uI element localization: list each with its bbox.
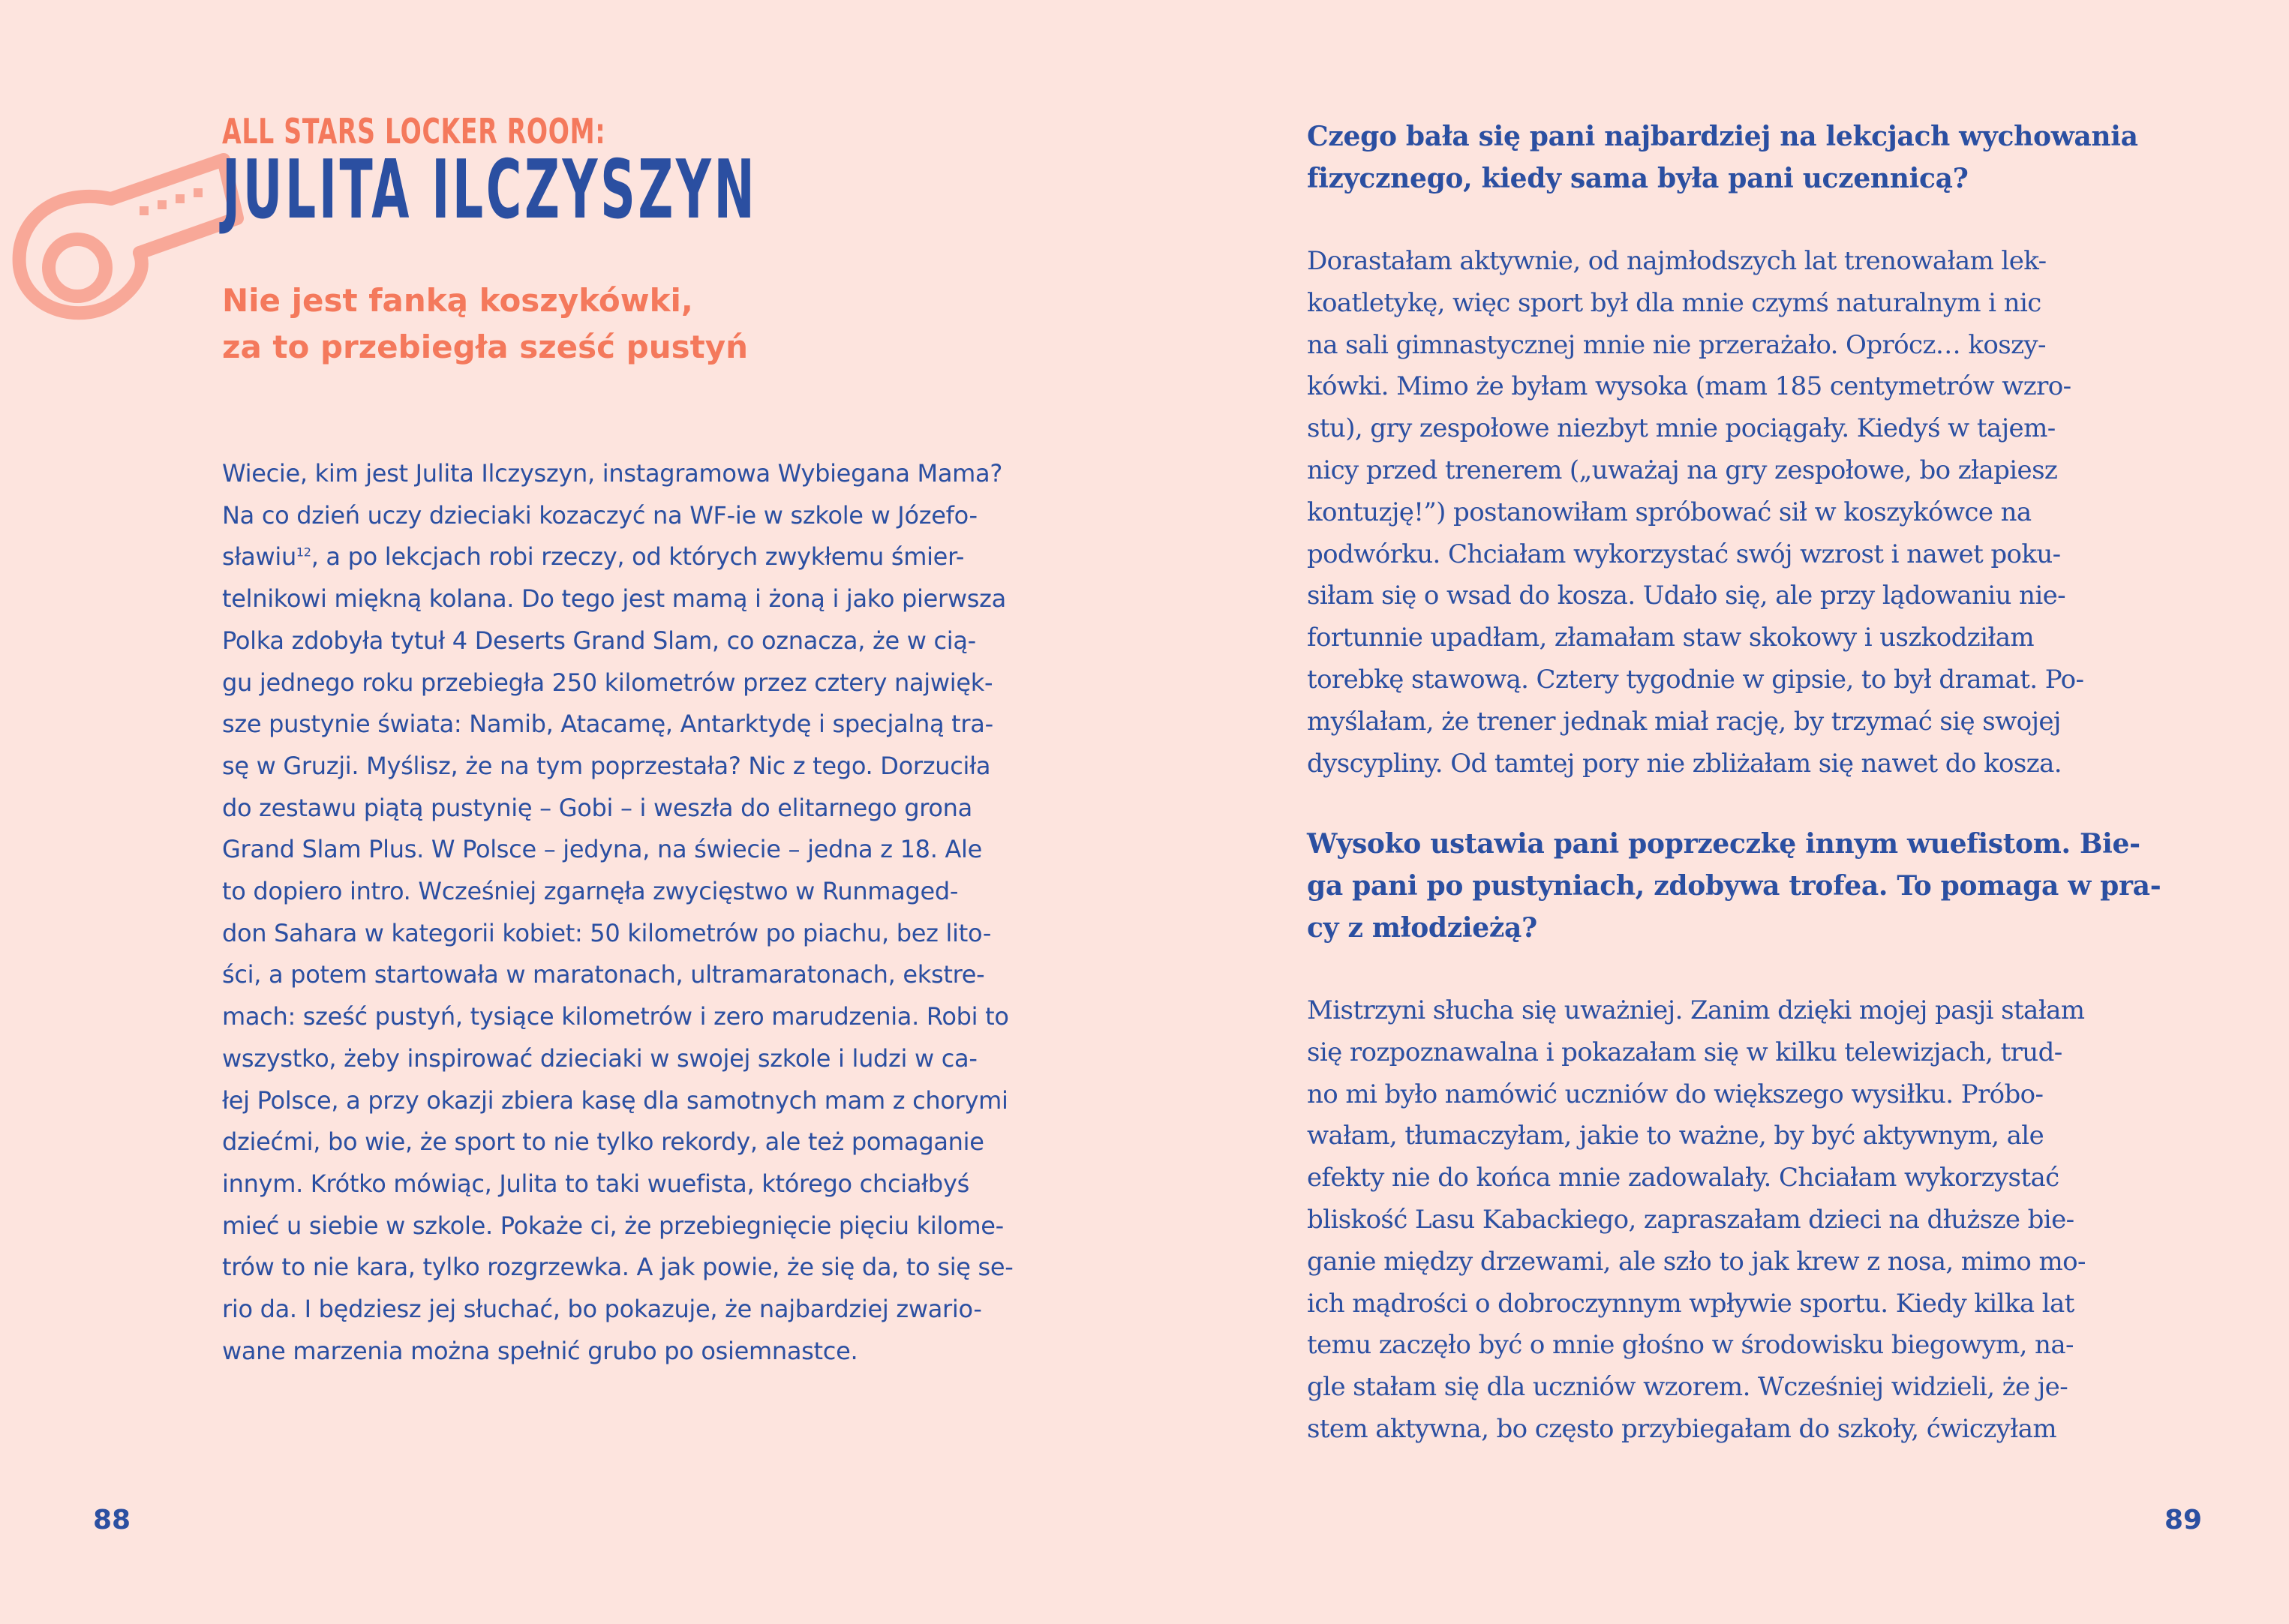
- body-line: Grand Slam Plus. W Polsce – jedyna, na świecie – jedna z 18. Ale: [222, 835, 983, 864]
- answer-line: temu zaczęło być o mnie głośno w środowisku biegowym, na-: [1307, 1330, 2074, 1361]
- body-line: sze pustynie świata: Namib, Atacamę, Antarktydę i specjalną tra-: [222, 710, 993, 739]
- page-number: 88: [93, 1505, 131, 1535]
- subtitle-line: Nie jest fanką koszykówki,: [222, 282, 693, 319]
- body-line: łej Polsce, a przy okazji zbiera kasę dla samotnych mam z chorymi: [222, 1085, 1008, 1115]
- body-line: Na co dzień uczy dzieciaki kozaczyć na WF-ie w szkole w Józefo-: [222, 500, 978, 530]
- whistle-icon: [6, 146, 246, 334]
- answer-line: kontuzję!”) postanowiłam spróbować sił w koszykówce na: [1307, 497, 2032, 527]
- body-line: do zestawu piątą pustynię – Gobi – i weszła do elitarnego grona: [222, 793, 972, 822]
- body-line: innym. Krótko mówiąc, Julita to taki wuefista, którego chciałbyś: [222, 1169, 969, 1198]
- body-line: sę w Gruzji. Myślisz, że na tym poprzestała? Nic z tego. Dorzuciła: [222, 751, 991, 780]
- question-line: cy z młodzieżą?: [1307, 912, 1537, 944]
- intro-paragraph: [222, 453, 1014, 1372]
- body-line: ści, a potem startowała w maratonach, ultramaratonach, ekstre-: [222, 960, 985, 989]
- answer-line: Mistrzyni słucha się uważniej. Zanim dzięki mojej pasji stałam: [1307, 995, 2085, 1025]
- body-line: wane marzenia można spełnić grubo po osiemnastce.: [222, 1336, 858, 1365]
- answer-line: podwórku. Chciałam wykorzystać swój wzrost i nawet poku-: [1307, 539, 2061, 569]
- answer-line: torebkę stawową. Cztery tygodnie w gipsie, to był dramat. Po-: [1307, 664, 2084, 695]
- answer-line: Dorastałam aktywnie, od najmłodszych lat trenowałam lek-: [1307, 246, 2047, 276]
- answer-line: ganie między drzewami, ale szło to jak krew z nosa, mimo mo-: [1307, 1246, 2086, 1277]
- section-kicker: ALL STARS LOCKER ROOM:: [222, 111, 606, 152]
- question-line: Wysoko ustawia pani poprzeczkę innym wuefistom. Bie-: [1307, 828, 2140, 860]
- subtitle-line: za to przebiegła sześć pustyń: [222, 329, 748, 365]
- answer-line: stem aktywna, bo często przybiegałam do szkoły, ćwiczyłam: [1307, 1413, 2057, 1444]
- body-line: telnikowi miękną kolana. Do tego jest mamą i żoną i jako pierwsza: [222, 584, 1006, 614]
- subtitle: [222, 278, 972, 371]
- answer-line: bliskość Lasu Kabackiego, zapraszałam dzieci na dłuższe bie-: [1307, 1204, 2074, 1235]
- answer-line: myślałam, że trener jednak miał rację, by trzymać się swojej: [1307, 706, 2061, 737]
- answer-line: się rozpoznawalna i pokazałam się w kilku telewizjach, trud-: [1307, 1037, 2062, 1067]
- answer-line: efekty nie do końca mnie zadowalały. Chciałam wykorzystać: [1307, 1163, 2059, 1193]
- right-page: [1144, 0, 2289, 1624]
- answer-line: nicy przed trenerem („uważaj na gry zespołowe, bo złapiesz: [1307, 455, 2058, 485]
- body-line: Polka zdobyła tytuł 4 Deserts Grand Slam, co oznacza, że w cią-: [222, 626, 976, 655]
- interview-question: [1307, 823, 2161, 949]
- body-line-start: sławiu: [222, 542, 296, 572]
- answer-line: wałam, tłumaczyłam, jakie to ważne, by być aktywnym, ale: [1307, 1121, 2044, 1151]
- body-line-rest: , a po lekcjach robi rzeczy, od których zwykłemu śmier-: [311, 542, 965, 572]
- answer-line: dyscypliny. Od tamtej pory nie zbliżałam się nawet do kosza.: [1307, 748, 2062, 779]
- answer-line: na sali gimnastycznej mnie nie przerażało. Oprócz… koszy-: [1307, 329, 2046, 360]
- question-line: Czego bała się pani najbardziej na lekcjach wychowania: [1307, 121, 2138, 152]
- body-line: don Sahara w kategorii kobiet: 50 kilometrów po piachu, bez lito-: [222, 918, 992, 947]
- body-line: [222, 536, 1006, 578]
- page-title: JULITA ILCZYSZYN: [222, 143, 758, 237]
- interview-question: [1307, 116, 2138, 200]
- answer-line: fortunnie upadłam, złamałam staw skokowy i uszkodziłam: [1307, 623, 2035, 653]
- question-line: fizycznego, kiedy sama była pani uczennicą?: [1307, 163, 1969, 194]
- body-line: wszystko, żeby inspirować dzieciaki w swojej szkole i ludzi w ca-: [222, 1043, 978, 1073]
- interview-answer: [1307, 241, 2098, 785]
- left-page: [0, 0, 1144, 1624]
- answer-line: stu), gry zespołowe niezbyt mnie pociągały. Kiedyś w tajem-: [1307, 413, 2056, 444]
- body-line: dziećmi, bo wie, że sport to nie tylko rekordy, ale też pomaganie: [222, 1127, 984, 1157]
- body-line: trów to nie kara, tylko rozgrzewka. A jak powie, że się da, to się se-: [222, 1253, 1014, 1282]
- answer-line: no mi było namówić uczniów do większego wysiłku. Próbo-: [1307, 1079, 2044, 1109]
- body-line: to dopiero intro. Wcześniej zgarnęła zwycięstwo w Runmaged-: [222, 877, 959, 906]
- answer-line: siłam się o wsad do kosza. Udało się, ale przy lądowaniu nie-: [1307, 581, 2066, 611]
- answer-line: koatletykę, więc sport był dla mnie czymś naturalnym i nic: [1307, 287, 2041, 318]
- body-line: mieć u siebie w szkole. Pokaże ci, że przebiegnięcie pięciu kilome-: [222, 1211, 1004, 1240]
- body-line: Wiecie, kim jest Julita Ilczyszyn, instagramowa Wybiegana Mama?: [222, 459, 1003, 488]
- answer-line: kówki. Mimo że byłam wysoka (mam 185 centymetrów wzro-: [1307, 371, 2071, 402]
- page-number: 89: [2164, 1505, 2203, 1535]
- question-line: ga pani po pustyniach, zdobywa trofea. To pomaga w pra-: [1307, 870, 2161, 902]
- footnote-marker: 12: [296, 545, 311, 560]
- answer-line: gle stałam się dla uczniów wzorem. Wcześniej widzieli, że je-: [1307, 1372, 2068, 1403]
- interview-answer: [1307, 990, 2098, 1451]
- body-line: mach: sześć pustyń, tysiące kilometrów i zero marudzenia. Robi to: [222, 1002, 1009, 1031]
- answer-line: ich mądrości o dobroczynnym wpływie sportu. Kiedy kilka lat: [1307, 1288, 2074, 1319]
- body-line: rio da. I będziesz jej słuchać, bo pokazuje, że najbardziej zwario-: [222, 1295, 982, 1324]
- body-line: gu jednego roku przebiegła 250 kilometrów przez cztery najwięk-: [222, 668, 993, 697]
